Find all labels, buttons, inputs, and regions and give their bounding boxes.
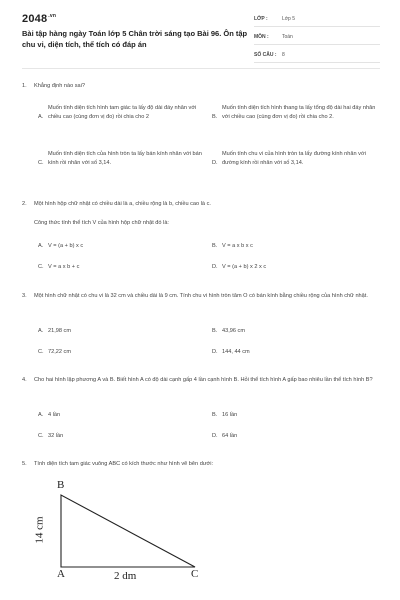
meta-label: LỚP : — [254, 16, 268, 22]
logo-suffix: .vn — [48, 13, 57, 20]
meta-row-count — [254, 49, 380, 63]
option-letter: B. — [212, 412, 218, 418]
option-text: V = (a + b) x 2 x c — [222, 264, 267, 270]
option-b[interactable] — [212, 411, 382, 420]
option-letter: C. — [38, 433, 44, 439]
question-number: 5. — [22, 461, 27, 467]
worksheet-title: Bài tập hàng ngày Toán lớp 5 Chân trời sáng tạo Bài 96. Ôn tập chu vi, diện tích, thể tích có đáp án — [22, 29, 248, 49]
option-letter: B. — [212, 114, 218, 120]
option-text: 144, 44 cm — [222, 349, 250, 355]
option-c[interactable] — [38, 263, 208, 272]
option-d[interactable] — [212, 348, 382, 357]
option-text: Muốn tính diện tích của hình tròn ta lấy bán kính nhân với bán kính rồi nhân với số 3,14. — [48, 151, 202, 166]
option-d[interactable] — [212, 263, 382, 272]
option-a[interactable] — [38, 411, 208, 420]
option-letter: A. — [38, 328, 44, 334]
meta-value: 8 — [282, 52, 285, 58]
option-text: V = (a + b) x c — [48, 243, 84, 249]
vertex-b-label: B — [57, 479, 65, 491]
option-text: 16 lần — [222, 412, 238, 418]
option-c[interactable] — [38, 348, 208, 357]
vertex-c-label: C — [191, 568, 199, 580]
option-text: 32 lần — [48, 433, 64, 439]
option-letter: D. — [212, 264, 218, 270]
question-stem: Khẳng định nào sai? — [34, 83, 86, 89]
question-subtext: Công thức tính thể tích V của hình hộp chữ nhật đó là: — [34, 220, 169, 226]
logo-text: 2048 — [22, 13, 48, 25]
option-b[interactable] — [212, 327, 382, 336]
meta-value: Toán — [282, 34, 293, 40]
option-letter: A. — [38, 412, 44, 418]
option-a[interactable] — [38, 242, 208, 251]
question-number: 3. — [22, 293, 27, 299]
question-number: 4. — [22, 377, 27, 383]
meta-row-grade — [254, 13, 380, 27]
option-letter: B. — [212, 328, 218, 334]
option-letter: C. — [38, 160, 44, 166]
side-ac-label: 2 dm — [114, 570, 137, 582]
option-text: 43,96 cm — [222, 328, 246, 334]
option-text: Muốn tính diện tích hình thang ta lấy tổng độ dài hai đáy nhân với chiều cao (cùng đơn vị đo) rồi chia cho 2. — [222, 105, 376, 120]
side-ab-label: 14 cm — [33, 516, 46, 544]
question-stem: Một hình chữ nhật có chu vi là 32 cm và chiều dài là 9 cm. Tính chu vi hình tròn tâm O có bán kính bằng chiều rộng của hình chữ nhật. — [34, 293, 368, 299]
option-text: 72,22 cm — [48, 349, 72, 355]
worksheet-meta — [254, 13, 380, 67]
meta-label: MÔN : — [254, 34, 269, 40]
site-logo[interactable] — [22, 13, 56, 25]
option-text: V = a x b + c — [48, 264, 80, 270]
triangle-shape — [61, 495, 195, 567]
option-letter: D. — [212, 160, 218, 166]
option-c[interactable] — [38, 432, 208, 441]
option-letter: B. — [212, 243, 218, 249]
question-4 — [22, 376, 382, 448]
question-number: 2. — [22, 201, 27, 207]
meta-row-subject — [254, 31, 380, 45]
header-divider — [22, 68, 380, 69]
option-text: V = a x b x c — [222, 243, 253, 249]
option-text: 64 lần — [222, 433, 238, 439]
option-b[interactable] — [212, 242, 382, 251]
option-d[interactable] — [212, 432, 382, 441]
question-5 — [22, 460, 382, 472]
option-text: Muốn tính chu vi của hình tròn ta lấy đường kính nhân với đường kính rồi nhân với số 3,14. — [222, 151, 366, 166]
vertex-a-label: A — [57, 568, 65, 580]
question-number: 1. — [22, 83, 27, 89]
question-2 — [22, 200, 382, 270]
meta-label: SỐ CÂU : — [254, 52, 277, 58]
worksheet-header — [0, 0, 400, 68]
option-letter: A. — [38, 243, 44, 249]
option-letter: D. — [212, 433, 218, 439]
question-stem: Tính diện tích tam giác vuông ABC có kích thước như hình vẽ bên dưới: — [34, 461, 214, 467]
option-text: Muốn tính diện tích hình tam giác ta lấy độ dài đáy nhân với chiều cao (cùng đơn vị đo) rồi chia cho 2 — [48, 105, 197, 120]
option-letter: C. — [38, 264, 44, 270]
option-a[interactable] — [38, 327, 208, 336]
option-letter: C. — [38, 349, 44, 355]
question-stem: Một hình hộp chữ nhật có chiều dài là a, chiều rộng là b, chiều cao là c. — [34, 201, 211, 207]
option-text: 4 lần — [48, 412, 61, 418]
option-letter: D. — [212, 349, 218, 355]
triangle-figure — [33, 478, 220, 588]
meta-value: Lớp 5 — [282, 16, 296, 22]
question-3 — [22, 292, 382, 364]
question-stem: Cho hai hình lập phương A và B. Biết hình A có độ dài cạnh gấp 4 lần cạnh hình B. Hỏi thể tích hình A gấp bao nhiêu lần thể tích hình B? — [34, 377, 373, 383]
question-1 — [22, 82, 382, 192]
option-text: 21,98 cm — [48, 328, 72, 334]
option-letter: A. — [38, 114, 44, 120]
